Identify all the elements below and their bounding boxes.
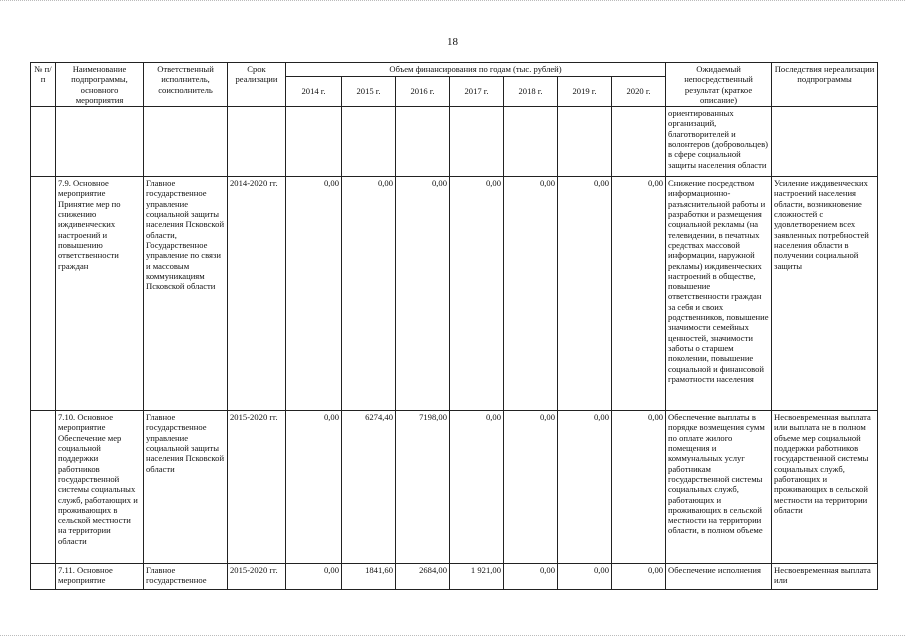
cell-result: Снижение посредством информационно-разъяснительной работы и разработки и размещения социальной рекламы (на телевидении, в печатных средствах массовой информации, наружной рекламы) иждивенческих настроений в обществе, повышение ответственности граждан за себя и своих родственников, повышение значимости семейных ценностей, значимости заботы о старшем поколении, повышение социальной и финансовой грамотности населения bbox=[666, 177, 772, 411]
table-row bbox=[31, 564, 878, 590]
scan-top-edge bbox=[0, 0, 905, 3]
scan-bottom-edge bbox=[0, 635, 905, 638]
header-term: Срок реализации bbox=[228, 63, 286, 107]
cell-value bbox=[450, 107, 504, 177]
header-consequence: Последствия нереализации подпрограммы bbox=[772, 63, 878, 107]
cell-value: 0,00 bbox=[504, 564, 558, 590]
header-executor: Ответственный исполнитель, соисполнитель bbox=[144, 63, 228, 107]
cell-value: 0,00 bbox=[396, 177, 450, 411]
cell-value bbox=[504, 107, 558, 177]
cell-consequence: Несвоевременная выплата или выплата не в полном объеме мер социальной поддержки работников государственной системы социальных служб, работающих и проживающих в сельской местности на территории области bbox=[772, 411, 878, 564]
cell-value: 1841,60 bbox=[342, 564, 396, 590]
cell-consequence: Несвоевременная выплата или bbox=[772, 564, 878, 590]
cell-value: 0,00 bbox=[286, 177, 342, 411]
cell-value: 0,00 bbox=[450, 177, 504, 411]
table-row bbox=[31, 177, 878, 411]
cell-value bbox=[286, 107, 342, 177]
cell-result: Обеспечение выплаты в порядке возмещения сумм по оплате жилого помещения и коммунальных услуг работникам государственной системы социальных служб, работающих и проживающих в сельской местности на территории области, в полном объеме bbox=[666, 411, 772, 564]
cell-value: 0,00 bbox=[504, 177, 558, 411]
header-year: 2016 г. bbox=[396, 76, 450, 107]
page-number: 18 bbox=[447, 36, 458, 48]
cell-value: 0,00 bbox=[342, 177, 396, 411]
header-result: Ожидаемый непосредственный результат (краткое описание) bbox=[666, 63, 772, 107]
cell-term: 2015-2020 гг. bbox=[228, 411, 286, 564]
header-year: 2014 г. bbox=[286, 76, 342, 107]
table-row bbox=[31, 107, 878, 177]
cell-value: 0,00 bbox=[612, 177, 666, 411]
header-year: 2018 г. bbox=[504, 76, 558, 107]
cell-term: 2014-2020 гг. bbox=[228, 177, 286, 411]
cell-name: 7.9. Основное мероприятие Принятие мер по снижению иждивенческих настроений и повышению ответственности граждан bbox=[56, 177, 144, 411]
cell-executor: Главное государственное управление социальной защиты населения Псковской области, Государственное управление по связи и массовым коммуникациям Псковской области bbox=[144, 177, 228, 411]
cell-result: ориентированных организаций, благотворителей и волонтеров (добровольцев) в сфере социальной защиты населения области bbox=[666, 107, 772, 177]
cell-value bbox=[342, 107, 396, 177]
cell-value: 0,00 bbox=[558, 564, 612, 590]
table-row bbox=[31, 411, 878, 564]
header-year: 2019 г. bbox=[558, 76, 612, 107]
cell-executor: Главное государственное управление социальной защиты населения Псковской области bbox=[144, 411, 228, 564]
cell-consequence: Усиление иждивенческих настроений населения области, возникновение сложностей с удовлетворением всех заявленных потребностей населения области в получении социальной защиты bbox=[772, 177, 878, 411]
cell-value: 0,00 bbox=[450, 411, 504, 564]
cell-value: 2684,00 bbox=[396, 564, 450, 590]
cell-value: 0,00 bbox=[612, 411, 666, 564]
cell-value: 0,00 bbox=[558, 411, 612, 564]
funding-table bbox=[30, 62, 878, 590]
cell-value: 6274,40 bbox=[342, 411, 396, 564]
header-year: 2017 г. bbox=[450, 76, 504, 107]
cell-value bbox=[612, 107, 666, 177]
cell-value: 0,00 bbox=[504, 411, 558, 564]
cell-value: 7198,00 bbox=[396, 411, 450, 564]
cell-value bbox=[558, 107, 612, 177]
cell-value: 0,00 bbox=[286, 411, 342, 564]
header-year: 2020 г. bbox=[612, 76, 666, 107]
header-num: № п/п bbox=[31, 63, 56, 107]
header-name: Наименование подпрограммы, основного мероприятия bbox=[56, 63, 144, 107]
cell-term bbox=[228, 107, 286, 177]
cell-num bbox=[31, 107, 56, 177]
cell-num bbox=[31, 564, 56, 590]
cell-term: 2015-2020 гг. bbox=[228, 564, 286, 590]
cell-executor: Главное государственное bbox=[144, 564, 228, 590]
cell-result: Обеспечение исполнения bbox=[666, 564, 772, 590]
cell-num bbox=[31, 177, 56, 411]
header-funding: Объем финансирования по годам (тыс. рублей) bbox=[286, 63, 666, 77]
header-year: 2015 г. bbox=[342, 76, 396, 107]
cell-consequence bbox=[772, 107, 878, 177]
cell-name bbox=[56, 107, 144, 177]
cell-num bbox=[31, 411, 56, 564]
cell-value: 0,00 bbox=[612, 564, 666, 590]
cell-name: 7.10. Основное мероприятие Обеспечение мер социальной поддержки работников государственной системы социальных служб, работающих и проживающих в сельской местности на территории области bbox=[56, 411, 144, 564]
cell-value: 1 921,00 bbox=[450, 564, 504, 590]
cell-value: 0,00 bbox=[286, 564, 342, 590]
header-row bbox=[31, 63, 878, 77]
cell-value: 0,00 bbox=[558, 177, 612, 411]
cell-executor bbox=[144, 107, 228, 177]
cell-value bbox=[396, 107, 450, 177]
cell-name: 7.11. Основное мероприятие bbox=[56, 564, 144, 590]
